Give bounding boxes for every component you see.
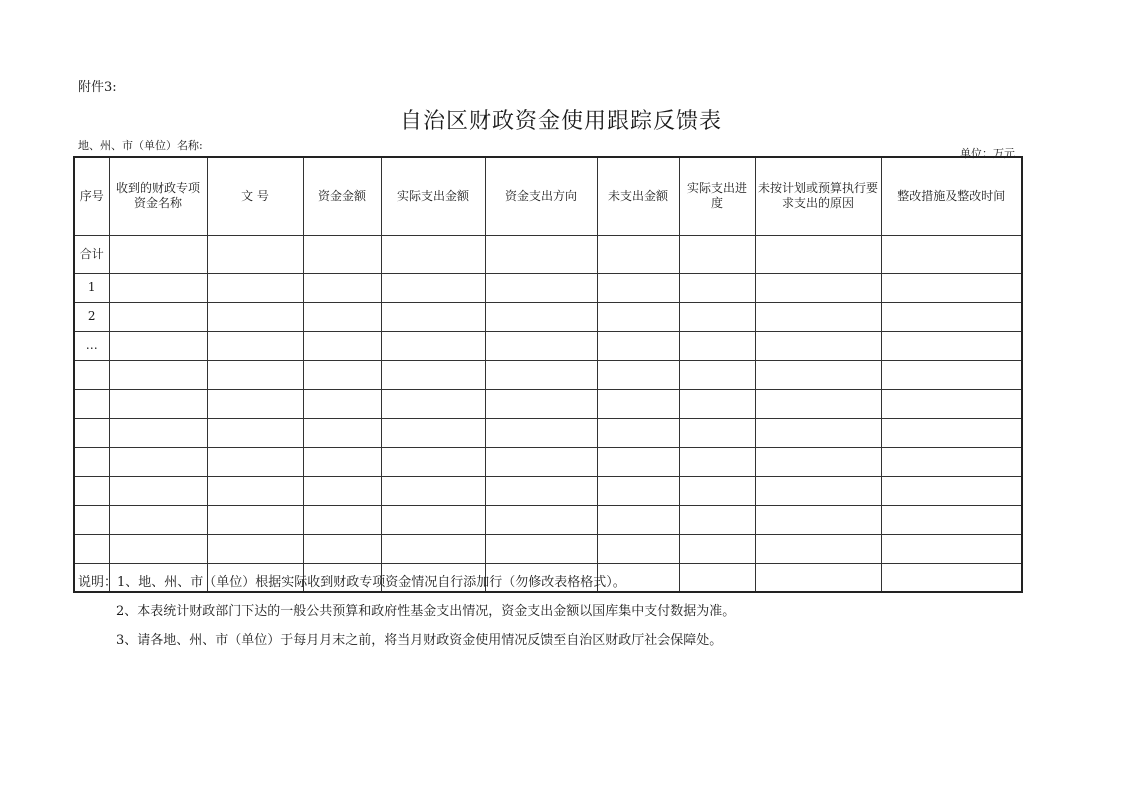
table-row: [74, 476, 1022, 505]
header-fund-amount: 资金金额: [303, 157, 381, 235]
header-spending-progress: 实际支出进度: [679, 157, 755, 235]
table-cell: [597, 235, 679, 273]
note-1: 说明：1、地、州、市（单位）根据实际收到财政专项资金情况自行添加行（勿修改表格格式）。: [78, 575, 626, 590]
table-cell: [303, 302, 381, 331]
table-row: [74, 418, 1022, 447]
table-cell: [109, 273, 207, 302]
table-cell: [881, 447, 1022, 476]
table-cell: [679, 273, 755, 302]
table-cell: [755, 331, 881, 360]
table-cell: [485, 418, 597, 447]
table-cell: [485, 505, 597, 534]
note-3: 3、请各地、州、市（单位）于每月月末之前，将当月财政资金使用情况反馈至自治区财政厅社会保障处。: [116, 633, 723, 648]
table-cell: [755, 389, 881, 418]
header-fund-name: 收到的财政专项资金名称: [109, 157, 207, 235]
table-cell: [109, 447, 207, 476]
table-cell: [381, 331, 485, 360]
header-rectification: 整改措施及整改时间: [881, 157, 1022, 235]
table-cell: [381, 447, 485, 476]
table-cell: [755, 563, 881, 592]
table-row: [74, 389, 1022, 418]
table-cell: [597, 476, 679, 505]
table-cell: [755, 505, 881, 534]
table-cell: [207, 534, 303, 563]
table-cell: [485, 331, 597, 360]
header-index: 序号: [74, 157, 109, 235]
table-cell: [755, 302, 881, 331]
table-cell: [597, 273, 679, 302]
table-cell: [381, 273, 485, 302]
table-cell: [381, 389, 485, 418]
table-cell: [109, 418, 207, 447]
table-cell: [207, 447, 303, 476]
table-cell: [755, 476, 881, 505]
table-cell: [881, 360, 1022, 389]
table-cell: [381, 360, 485, 389]
table-body: [74, 235, 1022, 592]
tracking-feedback-table: [73, 156, 1023, 593]
header-document-number: 文 号: [207, 157, 303, 235]
table-cell: [597, 505, 679, 534]
table-cell: [381, 418, 485, 447]
table-cell: [381, 302, 485, 331]
table-cell: [303, 534, 381, 563]
table-cell: [755, 360, 881, 389]
table-cell: [485, 534, 597, 563]
table-cell: [109, 302, 207, 331]
table-cell: [881, 389, 1022, 418]
table-row: [74, 331, 1022, 360]
header-spending-direction: 资金支出方向: [485, 157, 597, 235]
table-cell: [881, 418, 1022, 447]
table-cell: [381, 235, 485, 273]
table-cell: [485, 273, 597, 302]
table-cell: [303, 476, 381, 505]
table-row: [74, 360, 1022, 389]
table-cell: [303, 505, 381, 534]
row-index-cell: 1: [74, 273, 109, 302]
table-cell: [109, 505, 207, 534]
table-cell: [381, 534, 485, 563]
header-actual-spending: 实际支出金额: [381, 157, 485, 235]
notes-section: [78, 568, 735, 655]
table-cell: [755, 273, 881, 302]
total-row: [74, 235, 1022, 273]
table-cell: [755, 447, 881, 476]
table-cell: [755, 418, 881, 447]
table-cell: [597, 418, 679, 447]
table-cell: [597, 360, 679, 389]
table-cell: [207, 302, 303, 331]
row-index-cell: …: [74, 331, 109, 360]
table-cell: [485, 476, 597, 505]
table-cell: [881, 476, 1022, 505]
row-index-cell: [74, 476, 109, 505]
table-cell: [881, 505, 1022, 534]
table-cell: [303, 447, 381, 476]
row-index-cell: [74, 447, 109, 476]
table-cell: [109, 331, 207, 360]
table-cell: [679, 389, 755, 418]
table-cell: [597, 331, 679, 360]
row-index-cell: [74, 418, 109, 447]
table-cell: [485, 447, 597, 476]
table-cell: [109, 534, 207, 563]
unit-label: 单位：万元: [960, 147, 1015, 160]
table-cell: [485, 360, 597, 389]
table-cell: [303, 331, 381, 360]
table-cell: [303, 418, 381, 447]
note-2: 2、本表统计财政部门下达的一般公共预算和政府性基金支出情况，资金支出金额以国库集中支付数据为准。: [116, 604, 736, 619]
table-cell: [303, 389, 381, 418]
table-cell: [381, 505, 485, 534]
table-cell: [679, 360, 755, 389]
table-cell: [881, 235, 1022, 273]
table-cell: [597, 302, 679, 331]
table-row: [74, 273, 1022, 302]
row-index-cell: 2: [74, 302, 109, 331]
row-index-cell: [74, 505, 109, 534]
table-cell: [881, 302, 1022, 331]
table-cell: [381, 476, 485, 505]
table-cell: [881, 534, 1022, 563]
table-cell: [207, 331, 303, 360]
table-cell: [207, 273, 303, 302]
table-cell: [109, 389, 207, 418]
table-cell: [679, 476, 755, 505]
table-cell: [679, 505, 755, 534]
table-cell: [485, 389, 597, 418]
table-cell: [679, 534, 755, 563]
table-cell: [109, 360, 207, 389]
table-cell: [679, 235, 755, 273]
table-row: [74, 447, 1022, 476]
table-row: [74, 534, 1022, 563]
row-index-cell: [74, 389, 109, 418]
table-cell: [679, 331, 755, 360]
form-title: 自治区财政资金使用跟踪反馈表: [399, 109, 722, 134]
row-index-cell: [74, 534, 109, 563]
table-cell: [207, 360, 303, 389]
table-cell: [207, 389, 303, 418]
table-cell: [679, 302, 755, 331]
table-cell: [597, 447, 679, 476]
table-cell: [597, 534, 679, 563]
table-header-row: [74, 157, 1022, 235]
table-cell: [755, 235, 881, 273]
table-cell: [485, 302, 597, 331]
table-cell: [679, 418, 755, 447]
header-unspent-amount: 未支出金额: [597, 157, 679, 235]
table-cell: [755, 534, 881, 563]
region-name-label: 地、州、市（单位）名称:: [78, 139, 203, 152]
table-cell: [109, 476, 207, 505]
table-cell: [303, 235, 381, 273]
table-cell: [207, 235, 303, 273]
header-unspent-reason: 未按计划或预算执行要求支出的原因: [755, 157, 881, 235]
table-cell: [207, 505, 303, 534]
table-cell: [303, 360, 381, 389]
table-cell: [207, 418, 303, 447]
table-cell: [679, 447, 755, 476]
table-cell: [109, 235, 207, 273]
attachment-label: 附件3:: [78, 80, 117, 95]
table-cell: [881, 563, 1022, 592]
row-index-cell: 合计: [74, 235, 109, 273]
table-cell: [881, 331, 1022, 360]
table-row: [74, 505, 1022, 534]
table-cell: [881, 273, 1022, 302]
table-cell: [485, 235, 597, 273]
table-cell: [597, 389, 679, 418]
table-cell: [207, 476, 303, 505]
row-index-cell: [74, 360, 109, 389]
table-row: [74, 302, 1022, 331]
table-cell: [303, 273, 381, 302]
